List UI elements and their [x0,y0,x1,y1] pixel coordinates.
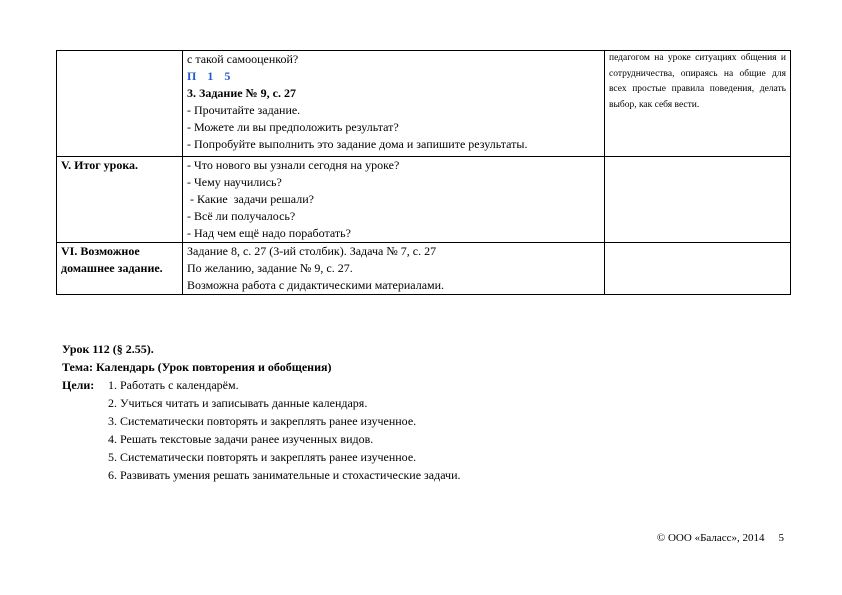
content-line: - Можете ли вы предположить результат? [187,120,399,134]
mark-p: П [187,69,198,83]
lesson-goal: 2. Учиться читать и записывать данные календаря. [108,396,368,410]
stage-cell [57,51,183,157]
note-cell [605,243,791,295]
goals-label: Цели: [62,378,95,392]
task-heading: 3. Задание № 9, с. 27 [187,86,296,100]
content-line: - Чему научились? [187,175,282,189]
content-line: - Попробуйте выполнить это задание дома и запишите результаты. [187,137,528,151]
lesson-goal: 4. Решать текстовые задачи ранее изученных видов. [108,432,374,446]
assessment-marks [187,68,600,85]
content-line: - Всё ли получалось? [187,209,296,223]
content-line: с такой самооценкой? [187,52,299,66]
lesson-goal: 5. Систематически повторять и закреплять ранее изученное. [108,450,417,464]
stage-cell: V. Итог урока. [57,157,183,243]
content-cell [183,51,605,157]
lesson-goal [62,376,461,394]
topic-text: Календарь (Урок повторения и обобщения) [95,360,332,374]
table-row [57,51,791,157]
table-row [57,157,791,243]
goal-text: 1. Работать с календарём. [108,378,239,392]
content-line: Задание 8, с. 27 (3-ий столбик). Задача № 7, с. 27 [187,244,437,258]
topic-label: Тема: [62,360,93,374]
mark-1: 1 [207,69,215,83]
page-number: 5 [778,532,784,544]
note-text: педагогом на уроке ситуациях общения и сотрудничества, опираясь на общие для всех простые правила поведения, делать выбор, как себя вести. [609,53,786,110]
lesson-goal: 3. Систематически повторять и закреплять ранее изученное. [108,414,417,428]
lesson-topic [62,358,461,376]
lesson-block [62,340,461,484]
content-line: Возможна работа с дидактическими материалами. [187,278,445,292]
note-cell [605,157,791,243]
mark-5: 5 [224,69,232,83]
lesson-goal: 6. Развивать умения решать занимательные и стохастические задачи. [108,468,461,482]
content-line: По желанию, задание № 9, с. 27. [187,261,353,275]
copyright: © ООО «Баласс», 2014 [656,532,765,544]
content-line: - Прочитайте задание. [187,103,301,117]
stage-cell: VI. Возможное домашнее задание. [57,243,183,295]
content-line: - Над чем ещё надо поработать? [187,226,351,240]
page-footer [657,532,784,544]
lesson-title: Урок 112 (§ 2.55). [62,342,154,356]
content-cell [183,243,605,295]
table-row [57,243,791,295]
content-line: - Что нового вы узнали сегодня на уроке? [187,158,400,172]
content-line: - Какие задачи решали? [187,192,314,206]
content-cell [183,157,605,243]
note-cell [605,51,791,157]
lesson-plan-table [56,50,791,295]
